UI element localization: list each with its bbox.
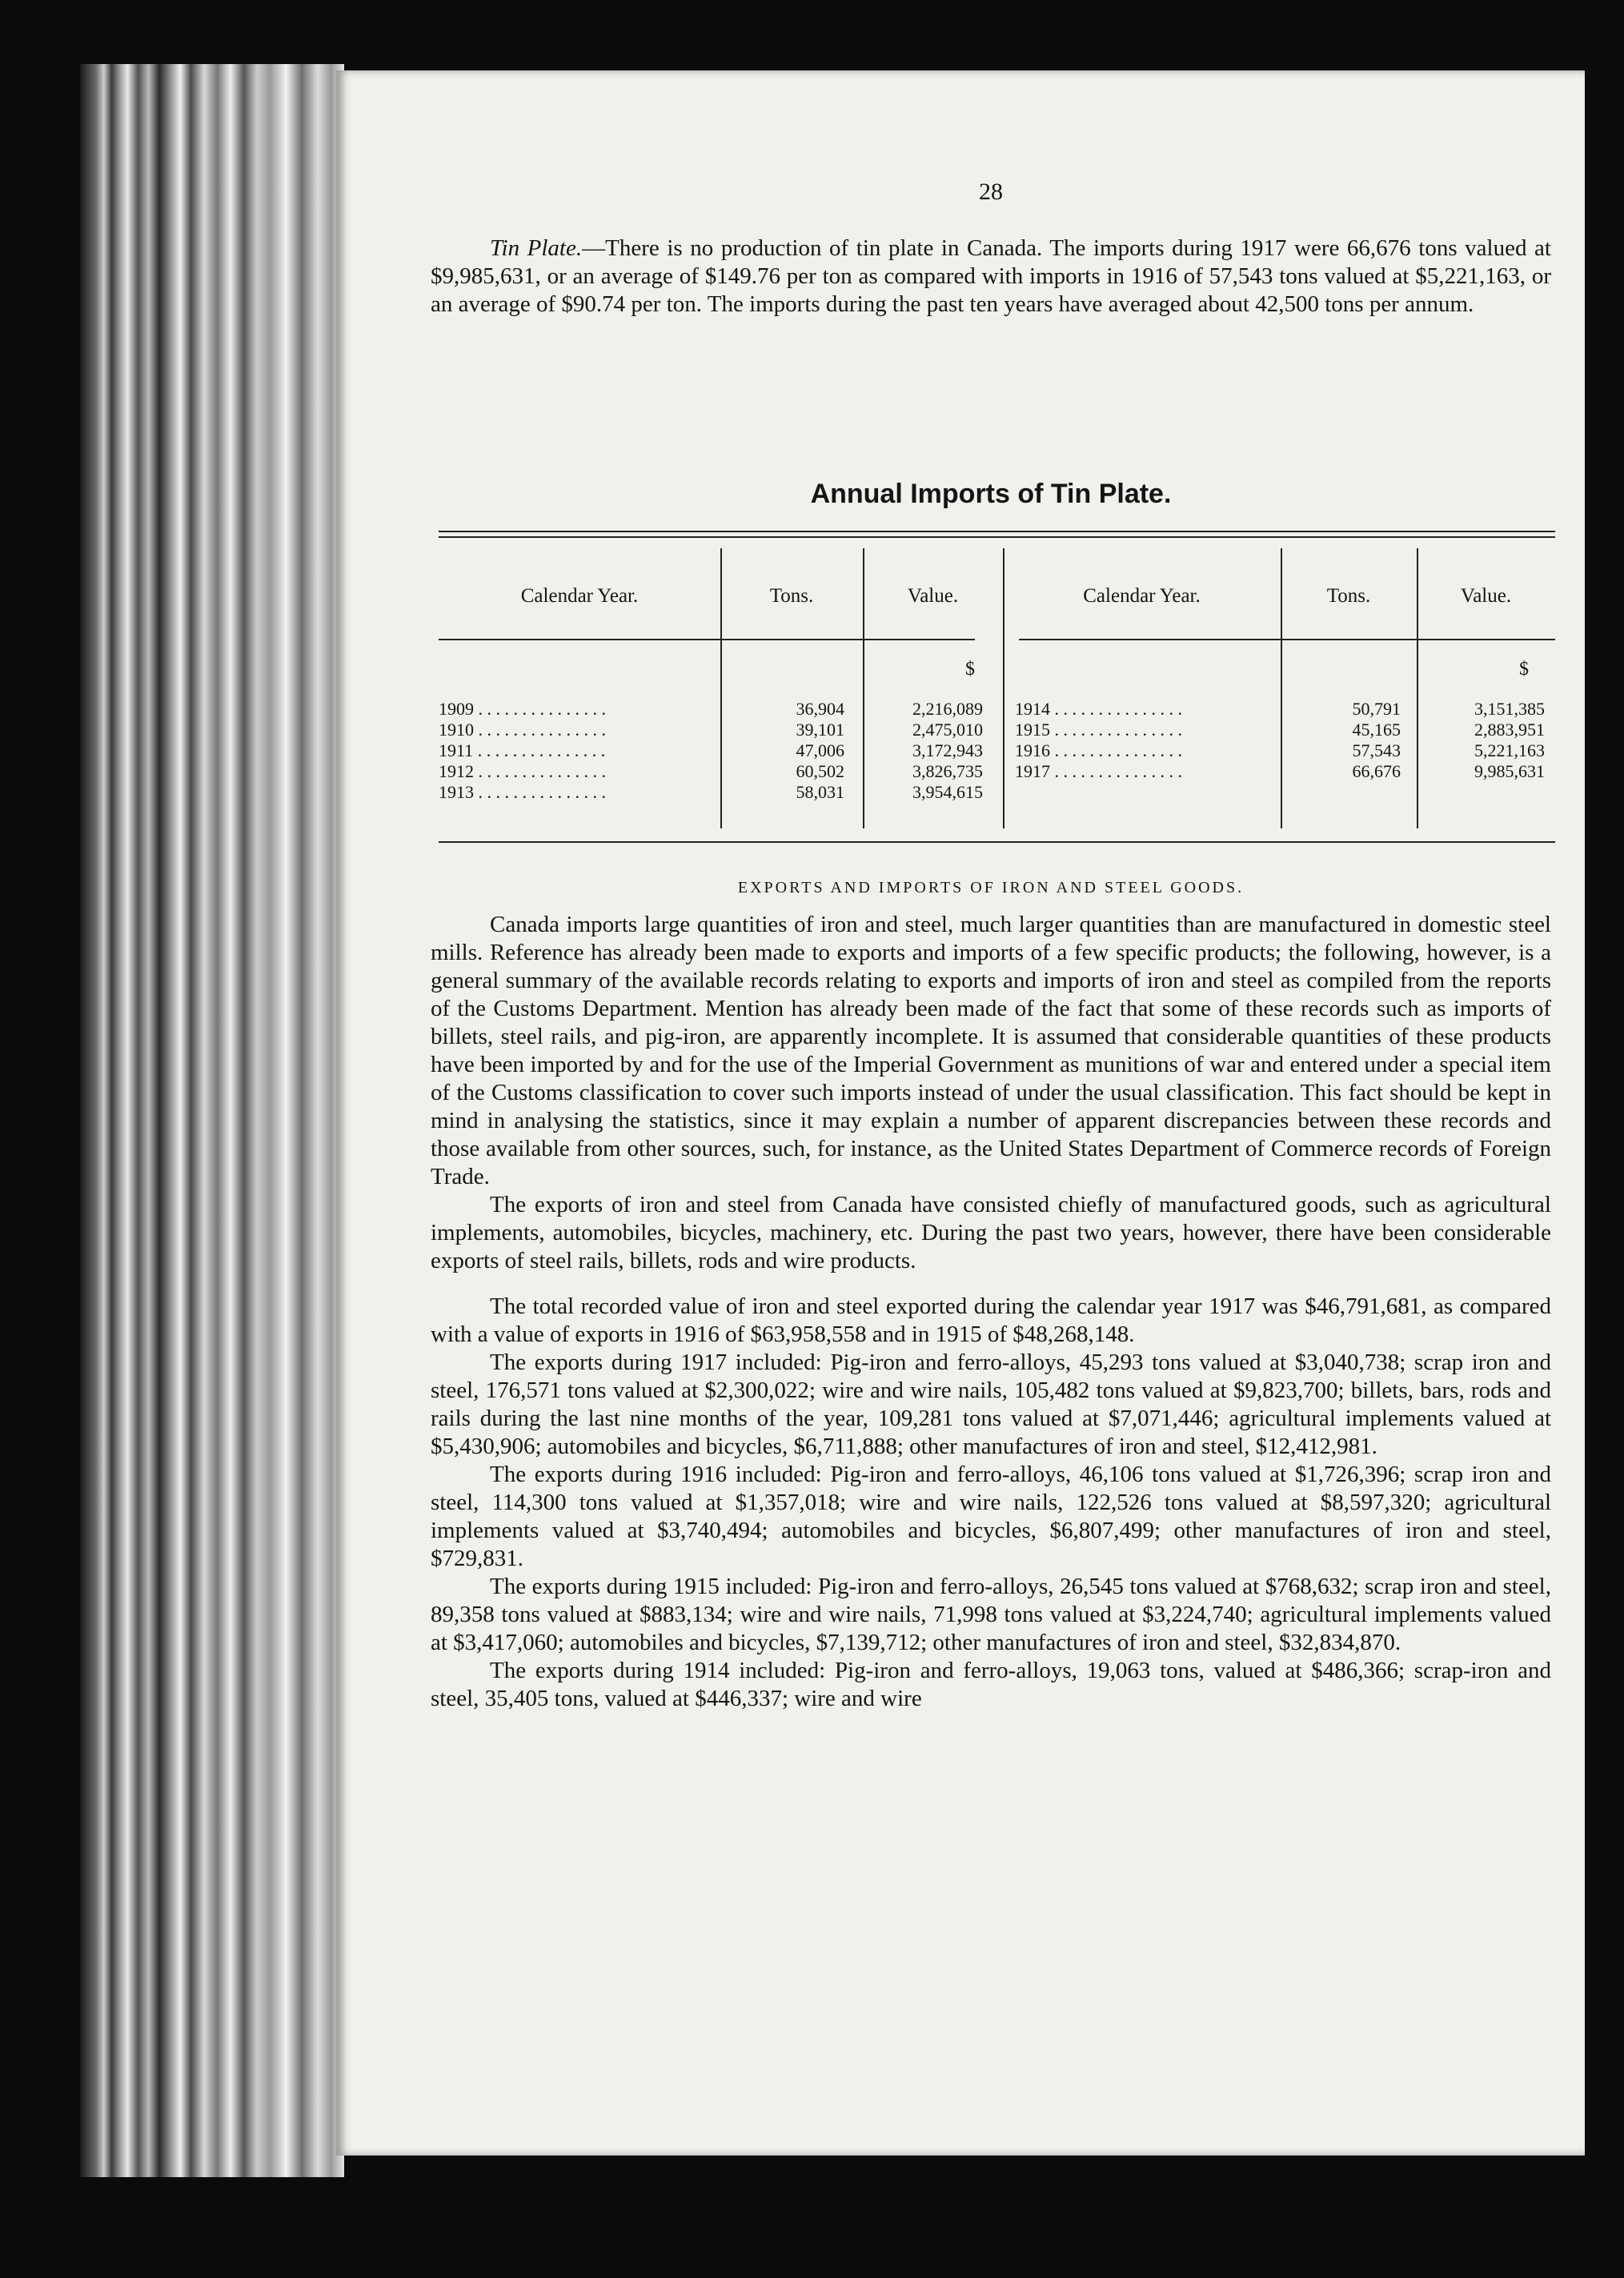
- right-row-tons: 45,165: [1352, 720, 1401, 740]
- header-rule-left: [439, 639, 975, 640]
- header-value-left: Value.: [907, 585, 959, 607]
- currency-right: $: [1519, 659, 1529, 680]
- left-row-year: 1912 . . . . . . . . . . . . . . .: [439, 761, 606, 781]
- tin-plate-paragraph: [431, 235, 1551, 319]
- left-row-value: 3,172,943: [912, 740, 983, 760]
- left-row-year: 1911 . . . . . . . . . . . . . . .: [439, 740, 606, 760]
- right-row-tons: 57,543: [1352, 740, 1401, 760]
- body-text: [431, 911, 1551, 1713]
- right-row-year: 1914 . . . . . . . . . . . . . . .: [1015, 699, 1182, 719]
- right-row-value: 5,221,163: [1474, 740, 1545, 760]
- right-row-year: 1916 . . . . . . . . . . . . . . .: [1015, 740, 1182, 760]
- header-value-right: Value.: [1460, 585, 1512, 607]
- body-paragraph: The exports during 1916 included: Pig-iron and ferro-alloys, 46,106 tons valued at $1,726,396; scrap iron and steel, 114,300 tons valued at $1,357,018; wire and wire nails, 122,526 tons valued at $8,597,320; agricultural implements valued at $3,740,494; automobiles and bicycles, $6,807,499; other manufactures of iron and steel, $729,831.: [431, 1462, 1551, 1571]
- tin-plate-label: Tin Plate.: [490, 235, 583, 261]
- left-row-year: 1913 . . . . . . . . . . . . . . .: [439, 782, 606, 802]
- left-row-tons: 36,904: [796, 699, 844, 719]
- left-row-year: 1910 . . . . . . . . . . . . . . .: [439, 720, 606, 740]
- page-number: 28: [979, 178, 1003, 205]
- left-row-tons: 47,006: [796, 740, 844, 760]
- body-paragraph: The exports during 1914 included: Pig-iron and ferro-alloys, 19,063 tons, valued at $486,366; scrap-iron and steel, 35,405 tons, valued at $446,337; wire and wire: [431, 1658, 1551, 1711]
- section-heading: EXPORTS AND IMPORTS OF IRON AND STEEL GOODS.: [737, 879, 1245, 896]
- left-row-year: 1909 . . . . . . . . . . . . . . .: [439, 699, 606, 719]
- table-top-rule: [439, 531, 1555, 532]
- right-row-tons: 66,676: [1352, 761, 1401, 781]
- book-binding-edge: [80, 64, 344, 2177]
- tin-plate-text: —There is no production of tin plate in Canada. The imports during 1917 were 66,676 tons valued at $9,985,631, or an average of $149.76 per ton as compared with imports in 1916 of 57,543 tons valued at $5,221,163, or an average of $90.74 per ton. The imports during the past ten years have averaged about 42,500 tons per annum.: [431, 235, 1551, 317]
- header-calendar-year-right: Calendar Year.: [1083, 585, 1201, 607]
- left-row-value: 3,954,615: [912, 782, 983, 802]
- header-rule-right: [1019, 639, 1555, 640]
- right-row-year: 1917 . . . . . . . . . . . . . . .: [1015, 761, 1182, 781]
- left-row-value: 3,826,735: [912, 761, 983, 781]
- right-row-year: 1915 . . . . . . . . . . . . . . .: [1015, 720, 1182, 740]
- left-row-tons: 58,031: [796, 782, 844, 802]
- header-tons-right: Tons.: [1326, 585, 1371, 607]
- body-paragraph: Canada imports large quantities of iron and steel, much larger quantities than are manufactured in domestic steel mills. Reference has already been made to exports and imports of a few specific products; the following, however, is a general summary of the available records relating to exports and imports of iron and steel as compiled from the reports of the Customs Department. Mention has already been made of the fact that some of these records such as imports of billets, steel rails, and pig-iron, are apparently incomplete. It is assumed that considerable quantities of these products have been imported by and for the use of the Imperial Government as munitions of war and entered under a special item of the Customs classification to cover such imports instead of under the usual classification. This fact should be kept in mind in analysing the statistics, since it may explain a number of apparent discrepancies between these records and those available from other sources, such, for instance, as the United States Department of Commerce records of Foreign Trade.: [431, 912, 1551, 1189]
- right-row-value: 2,883,951: [1474, 720, 1545, 740]
- tin-plate-imports-table: [439, 531, 1555, 851]
- body-paragraph: The exports during 1915 included: Pig-iron and ferro-alloys, 26,545 tons valued at $768,632; scrap iron and steel, 89,358 tons valued at $883,134; wire and wire nails, 71,998 tons valued at $3,224,740; agricultural implements valued at $3,417,060; automobiles and bicycles, $7,139,712; other manufactures of iron and steel, $32,834,870.: [431, 1574, 1551, 1655]
- left-row-value: 2,216,089: [912, 699, 983, 719]
- body-paragraph: The exports of iron and steel from Canada have consisted chiefly of manufactured goods, such as agricultural implements, automobiles, bicycles, machinery, etc. During the past two years, however, there have been considerable exports of steel rails, billets, rods and wire products.: [431, 1192, 1551, 1273]
- right-row-value: 9,985,631: [1474, 761, 1545, 781]
- table-title: Annual Imports of Tin Plate.: [810, 479, 1172, 509]
- left-row-tons: 39,101: [796, 720, 844, 740]
- body-paragraph: The exports during 1917 included: Pig-iron and ferro-alloys, 45,293 tons valued at $3,040,738; scrap iron and steel, 176,571 tons valued at $2,300,022; wire and wire nails, 105,482 tons valued at $9,823,700; billets, bars, rods and rails during the last nine months of the year, 109,281 tons valued at $7,071,446; agricultural implements valued at $5,430,906; automobiles and bicycles, $6,711,888; other manufactures of iron and steel, $12,412,981.: [431, 1350, 1551, 1459]
- right-row-tons: 50,791: [1352, 699, 1401, 719]
- currency-left: $: [965, 659, 975, 680]
- table-bottom-rule: [439, 841, 1555, 843]
- left-row-value: 2,475,010: [912, 720, 983, 740]
- right-row-value: 3,151,385: [1474, 699, 1545, 719]
- header-tons-left: Tons.: [769, 585, 814, 607]
- body-paragraph: The total recorded value of iron and steel exported during the calendar year 1917 was $46,791,681, as compared with a value of exports in 1916 of $63,958,558 and in 1915 of $48,268,148.: [431, 1293, 1551, 1347]
- document-page: [336, 70, 1585, 2156]
- header-calendar-year-left: Calendar Year.: [520, 585, 639, 607]
- left-row-tons: 60,502: [796, 761, 844, 781]
- table-top-rule-2: [439, 536, 1555, 538]
